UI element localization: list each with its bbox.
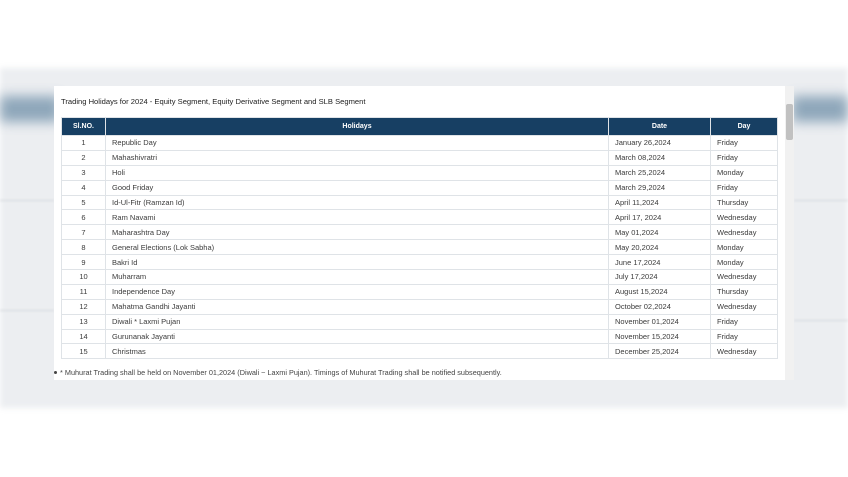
cell-holiday: Republic Day <box>106 136 609 151</box>
cell-slno: 5 <box>62 195 106 210</box>
background-divider <box>794 320 848 321</box>
cell-holiday: Independence Day <box>106 284 609 299</box>
muhurat-note <box>54 368 502 377</box>
table-row <box>62 255 778 270</box>
cell-holiday: Bakri Id <box>106 255 609 270</box>
cell-slno: 12 <box>62 299 106 314</box>
table-row <box>62 165 778 180</box>
cell-day: Monday <box>711 165 778 180</box>
cell-date: June 17,2024 <box>609 255 711 270</box>
note-text: * Muhurat Trading shall be held on November 01,2024 (Diwali ~ Laxmi Pujan). Timings of Muhurat Trading shall be notified subsequently. <box>60 368 502 377</box>
cell-date: November 15,2024 <box>609 329 711 344</box>
table-row <box>62 225 778 240</box>
cell-day: Friday <box>711 314 778 329</box>
cell-holiday: Muharram <box>106 270 609 285</box>
cell-date: January 26,2024 <box>609 136 711 151</box>
cell-day: Wednesday <box>711 299 778 314</box>
cell-slno: 3 <box>62 165 106 180</box>
cell-slno: 13 <box>62 314 106 329</box>
cell-holiday: Id-Ul-Fitr (Ramzan Id) <box>106 195 609 210</box>
cell-date: March 25,2024 <box>609 165 711 180</box>
table-row <box>62 270 778 285</box>
cell-day: Monday <box>711 255 778 270</box>
cell-date: July 17,2024 <box>609 270 711 285</box>
scrollbar-thumb[interactable] <box>786 104 793 140</box>
cell-date: October 02,2024 <box>609 299 711 314</box>
cell-date: May 20,2024 <box>609 240 711 255</box>
column-header-day: Day <box>711 118 778 136</box>
cell-day: Wednesday <box>711 344 778 359</box>
page-title: Trading Holidays for 2024 - Equity Segment, Equity Derivative Segment and SLB Segment <box>61 97 366 106</box>
cell-holiday: Mahashivratri <box>106 150 609 165</box>
table-header-row <box>62 118 778 136</box>
cell-slno: 4 <box>62 180 106 195</box>
cell-date: May 01,2024 <box>609 225 711 240</box>
cell-slno: 9 <box>62 255 106 270</box>
background-header-left <box>0 96 60 122</box>
cell-date: March 29,2024 <box>609 180 711 195</box>
column-header-date: Date <box>609 118 711 136</box>
cell-slno: 8 <box>62 240 106 255</box>
table-row <box>62 284 778 299</box>
cell-holiday: Gurunanak Jayanti <box>106 329 609 344</box>
cell-day: Thursday <box>711 195 778 210</box>
table-row <box>62 344 778 359</box>
cell-holiday: Holi <box>106 165 609 180</box>
table-row <box>62 240 778 255</box>
cell-date: April 11,2024 <box>609 195 711 210</box>
cell-slno: 14 <box>62 329 106 344</box>
cell-day: Friday <box>711 180 778 195</box>
cell-day: Monday <box>711 240 778 255</box>
table-row <box>62 136 778 151</box>
cell-slno: 2 <box>62 150 106 165</box>
cell-holiday: Diwali * Laxmi Pujan <box>106 314 609 329</box>
cell-day: Friday <box>711 329 778 344</box>
cell-holiday: Ram Navami <box>106 210 609 225</box>
cell-slno: 1 <box>62 136 106 151</box>
cell-holiday: Mahatma Gandhi Jayanti <box>106 299 609 314</box>
holidays-table <box>61 117 778 359</box>
background-divider <box>0 310 54 311</box>
table-row <box>62 195 778 210</box>
column-header-slno: Sl.NO. <box>62 118 106 136</box>
column-header-holidays: Holidays <box>106 118 609 136</box>
table-row <box>62 329 778 344</box>
cell-day: Friday <box>711 150 778 165</box>
background-divider <box>794 200 848 201</box>
cell-date: March 08,2024 <box>609 150 711 165</box>
cell-slno: 10 <box>62 270 106 285</box>
background-header-right <box>792 96 848 122</box>
cell-holiday: Maharashtra Day <box>106 225 609 240</box>
bullet-icon <box>54 371 57 374</box>
cell-date: December 25,2024 <box>609 344 711 359</box>
cell-holiday: Christmas <box>106 344 609 359</box>
background-divider <box>0 200 54 201</box>
table-row <box>62 314 778 329</box>
cell-holiday: General Elections (Lok Sabha) <box>106 240 609 255</box>
cell-slno: 7 <box>62 225 106 240</box>
cell-slno: 15 <box>62 344 106 359</box>
table-row <box>62 180 778 195</box>
cell-slno: 6 <box>62 210 106 225</box>
cell-day: Friday <box>711 136 778 151</box>
cell-day: Thursday <box>711 284 778 299</box>
vertical-scrollbar[interactable] <box>785 86 794 380</box>
cell-date: April 17, 2024 <box>609 210 711 225</box>
cell-slno: 11 <box>62 284 106 299</box>
cell-holiday: Good Friday <box>106 180 609 195</box>
cell-day: Wednesday <box>711 225 778 240</box>
cell-date: November 01,2024 <box>609 314 711 329</box>
cell-day: Wednesday <box>711 270 778 285</box>
table-row <box>62 210 778 225</box>
table-row <box>62 299 778 314</box>
cell-date: August 15,2024 <box>609 284 711 299</box>
table-row <box>62 150 778 165</box>
cell-day: Wednesday <box>711 210 778 225</box>
